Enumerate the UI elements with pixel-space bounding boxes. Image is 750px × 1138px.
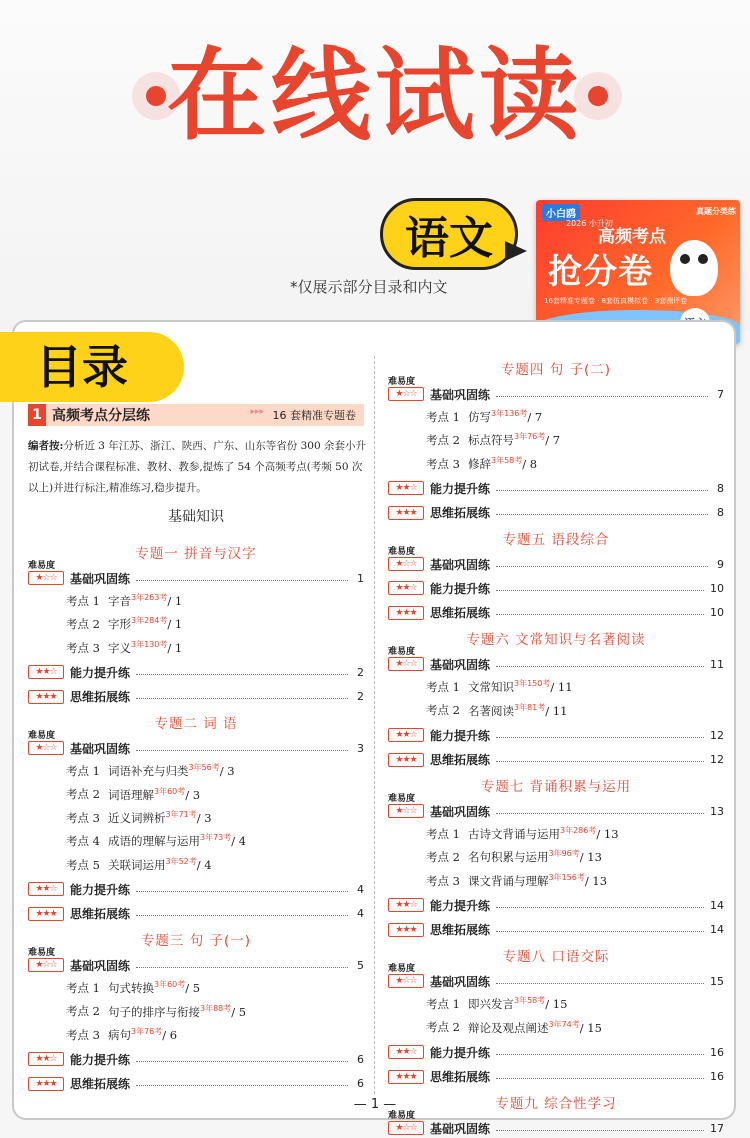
kp-label: 考点 1: [66, 764, 100, 779]
kp-page: / 1: [167, 593, 183, 608]
topic-title: 专题六 文常知识与名著阅读: [466, 632, 646, 649]
toc-row[interactable]: [388, 478, 724, 498]
kp-title: 字义: [108, 640, 131, 655]
kp-label: 考点 2: [426, 1020, 460, 1035]
kp-label: 考点 2: [426, 703, 460, 718]
row-title: 能力提升练: [430, 1045, 491, 1060]
knowledge-point[interactable]: [66, 639, 182, 656]
kp-frequency: 3年263考: [131, 593, 168, 602]
kp-title: 词语理解: [108, 787, 154, 802]
difficulty-stars: ★☆☆: [28, 741, 64, 755]
knowledge-point[interactable]: [66, 592, 182, 609]
kp-page: / 15: [579, 1020, 602, 1035]
toc-row[interactable]: [388, 1042, 724, 1062]
knowledge-point[interactable]: [426, 825, 619, 842]
row-title: 思维拓展练: [430, 1070, 491, 1084]
kp-title: 即兴发言: [468, 997, 514, 1012]
kp-frequency: 3年76考: [131, 1027, 163, 1036]
topic-title: 专题七 背诵积累与运用: [480, 779, 632, 795]
toc-row[interactable]: [28, 955, 364, 975]
leader-dots: [136, 750, 348, 751]
kp-title: 辩论及观点阐述: [468, 1020, 549, 1035]
row-title: 能力提升练: [70, 882, 131, 897]
row-title: 基础巩固练: [70, 571, 131, 586]
kp-label: 考点 5: [66, 857, 100, 872]
kp-frequency: 3年130考: [131, 639, 168, 649]
leader-dots: [496, 490, 708, 491]
row-page: 12: [710, 728, 724, 742]
cover-grade: 2026 小升初: [566, 219, 613, 228]
toc-row[interactable]: [388, 725, 724, 745]
difficulty-stars: ★★★: [28, 907, 64, 921]
toc-row[interactable]: [388, 503, 724, 523]
mascot-icon: [670, 240, 718, 296]
kp-label: 考点 3: [426, 873, 460, 888]
kp-frequency: 3年76考: [514, 432, 546, 442]
row-page: 1: [357, 571, 364, 585]
kp-title: 成语的理解与运用: [108, 834, 200, 849]
difficulty-stars: ★★★: [388, 506, 424, 520]
leader-dots: [496, 514, 708, 515]
kp-label: 考点 3: [66, 810, 100, 825]
leader-dots: [496, 666, 704, 667]
kp-page: / 4: [231, 834, 247, 849]
difficulty-stars: ★★☆: [388, 898, 424, 912]
toc-row[interactable]: [388, 801, 724, 821]
kp-frequency: 3年56考: [188, 763, 220, 773]
toc-row[interactable]: [388, 971, 724, 991]
difficulty-label: 难易度: [28, 561, 56, 571]
kp-page: / 1: [167, 617, 183, 632]
kp-label: 考点 2: [66, 1004, 100, 1019]
topic-title: 专题五 语段综合: [502, 532, 610, 549]
leader-dots: [136, 1061, 348, 1062]
preview-note: *仅展示部分目录和内文: [290, 278, 448, 296]
kp-frequency: 3年60考: [154, 980, 186, 990]
kp-frequency: 3年96考: [548, 849, 580, 859]
kp-frequency: 3年58考: [491, 455, 523, 465]
subsection-title: 基础知识: [168, 509, 224, 525]
section-number: 1: [28, 404, 46, 426]
kp-page: / 1: [167, 640, 183, 655]
kp-label: 考点 1: [66, 981, 100, 996]
difficulty-stars: ★★☆: [28, 1052, 64, 1066]
kp-page: / 6: [162, 1027, 178, 1042]
kp-label: 考点 3: [66, 640, 100, 655]
knowledge-point[interactable]: [426, 408, 542, 425]
toc-row[interactable]: [28, 904, 364, 924]
kp-title: 文常知识: [468, 680, 514, 695]
kp-frequency: 3年150考: [514, 679, 551, 689]
difficulty-stars: ★★☆: [388, 1045, 424, 1059]
kp-title: 字形: [108, 617, 131, 632]
row-title: 基础巩固练: [430, 804, 491, 819]
knowledge-point[interactable]: [66, 786, 200, 803]
leader-dots: [496, 566, 708, 567]
row-title: 能力提升练: [430, 728, 491, 743]
editor-note-label: 编者按:: [28, 440, 64, 452]
arrow-icon: ▸▸▸: [250, 407, 264, 417]
row-title: 基础巩固练: [70, 741, 131, 756]
subject-bubble: 语文: [380, 198, 518, 270]
difficulty-stars: ★★☆: [388, 481, 424, 495]
kp-frequency: 3年136考: [491, 409, 528, 418]
kp-page: / 4: [196, 857, 212, 872]
row-page: 15: [710, 974, 724, 988]
leader-dots: [136, 891, 348, 892]
section-title: 高频考点分层练: [52, 408, 150, 424]
topic-title: 专题二 词 语: [154, 716, 238, 733]
kp-page: / 5: [231, 1004, 247, 1019]
knowledge-point[interactable]: [426, 1019, 602, 1036]
cover-title: 高频考点: [598, 227, 666, 247]
kp-title: 关联词运用: [108, 857, 166, 872]
row-page: 4: [357, 882, 364, 896]
difficulty-stars: ★☆☆: [388, 387, 424, 401]
toc-row[interactable]: [388, 1118, 724, 1138]
difficulty-stars: ★☆☆: [388, 974, 424, 988]
kp-label: 考点 3: [66, 1027, 100, 1042]
kp-page: / 13: [584, 873, 608, 888]
row-title: 思维拓展练: [430, 606, 491, 621]
row-page: 3: [357, 741, 364, 755]
topic-title: 专题八 口语交际: [502, 949, 610, 966]
difficulty-label: 难易度: [388, 794, 416, 804]
kp-label: 考点 1: [426, 826, 460, 841]
cover-tag: 真题分类练: [696, 207, 736, 216]
row-title: 基础巩固练: [430, 1121, 491, 1136]
row-page: 13: [710, 804, 724, 818]
difficulty-stars: ★★★: [388, 923, 424, 937]
row-title: 思维拓展练: [430, 506, 491, 521]
difficulty-stars: ★☆☆: [28, 958, 64, 972]
row-title: 思维拓展练: [70, 690, 131, 705]
leader-dots: [496, 931, 704, 932]
editor-note: [28, 436, 366, 499]
kp-label: 考点 2: [66, 617, 100, 632]
page-number: — 1 —: [353, 1097, 397, 1112]
topic-title: 专题九 综合性学习: [495, 1096, 617, 1112]
kp-title: 古诗文背诵与运用: [468, 826, 560, 841]
cover-title-big: 抢分卷: [548, 252, 653, 292]
knowledge-point[interactable]: [426, 848, 602, 865]
kp-title: 句式转换: [108, 981, 154, 996]
toc-row[interactable]: [388, 1067, 724, 1087]
difficulty-stars: ★★★: [28, 690, 64, 704]
kp-page: / 7: [527, 409, 543, 424]
row-page: 6: [357, 1077, 364, 1091]
knowledge-point[interactable]: [426, 678, 573, 695]
kp-title: 课文背诵与理解: [468, 873, 549, 888]
leader-dots: [496, 1078, 704, 1079]
kp-title: 字音: [108, 593, 131, 608]
leader-dots: [496, 737, 704, 738]
kp-title: 名句积累与运用: [468, 850, 549, 865]
kp-page: / 13: [579, 850, 602, 865]
row-title: 基础巩固练: [70, 958, 131, 973]
kp-page: / 11: [550, 680, 573, 695]
difficulty-stars: ★★★: [388, 606, 424, 620]
cover-brand: 小白鸥: [542, 204, 580, 221]
kp-label: 考点 3: [426, 456, 460, 471]
row-title: 能力提升练: [430, 898, 491, 913]
toc-row[interactable]: [28, 662, 364, 682]
knowledge-point[interactable]: [426, 455, 537, 472]
kp-frequency: 3年284考: [131, 616, 168, 626]
topic-title: 专题三 句 子(一): [140, 933, 252, 950]
knowledge-point[interactable]: [66, 1003, 246, 1020]
toc-row[interactable]: [388, 603, 724, 623]
row-page: 12: [710, 753, 724, 766]
editor-note-text: 分析近 3 年江苏、浙江、陕西、广东、山东等省份 300 余套小升初试卷,并结合课程标准、教材、教参,提炼了 54 个高频考点(考频 50 次以上)并进行标注,精准练习,稳步提升。: [28, 440, 366, 494]
leader-dots: [496, 396, 708, 397]
knowledge-point[interactable]: [66, 615, 182, 632]
knowledge-point[interactable]: [66, 762, 235, 779]
kp-page: / 8: [522, 456, 538, 471]
kp-title: 标点符号: [468, 433, 514, 448]
kp-frequency: 3年58考: [514, 996, 546, 1006]
difficulty-stars: ★☆☆: [388, 1121, 424, 1135]
row-title: 能力提升练: [70, 1052, 131, 1067]
leader-dots: [136, 674, 348, 675]
row-page: 17: [710, 1121, 724, 1135]
page-title: 在线试读: [167, 37, 583, 154]
leader-dots: [136, 915, 348, 916]
difficulty-label: 难易度: [388, 964, 416, 975]
kp-frequency: 3年74考: [548, 1019, 580, 1029]
knowledge-point[interactable]: [426, 995, 567, 1012]
kp-label: 考点 2: [66, 787, 100, 802]
leader-dots: [496, 1130, 704, 1131]
kp-page: / 3: [185, 787, 201, 802]
row-title: 基础巩固练: [430, 657, 491, 672]
kp-frequency: 3年60考: [154, 786, 186, 796]
section-header: [28, 404, 364, 426]
difficulty-label: 难易度: [28, 731, 56, 742]
toc-row[interactable]: [28, 568, 364, 588]
kp-page: / 3: [196, 810, 212, 825]
row-title: 思维拓展练: [430, 923, 491, 938]
difficulty-stars: ★★★: [388, 1070, 424, 1084]
row-page: 14: [710, 923, 724, 937]
kp-page: / 7: [545, 433, 561, 448]
kp-page: / 13: [596, 826, 619, 841]
toc-row[interactable]: [28, 1074, 364, 1094]
leader-dots: [136, 698, 348, 699]
kp-page: / 3: [219, 764, 235, 779]
difficulty-label: 难易度: [28, 948, 56, 959]
toc-row[interactable]: [388, 554, 724, 574]
row-title: 基础巩固练: [430, 557, 491, 572]
knowledge-point[interactable]: [66, 856, 212, 873]
knowledge-point[interactable]: [66, 809, 212, 826]
kp-label: 考点 1: [426, 409, 460, 424]
kp-frequency: 3年52考: [165, 856, 197, 866]
leader-dots: [496, 614, 704, 615]
leader-dots: [496, 1054, 704, 1055]
column-divider: [374, 356, 375, 1094]
kp-title: 词语补充与归类: [108, 764, 189, 779]
knowledge-point[interactable]: [426, 431, 560, 448]
row-title: 思维拓展练: [430, 753, 491, 767]
kp-page: / 15: [545, 997, 568, 1012]
difficulty-stars: ★★☆: [388, 728, 424, 742]
knowledge-point[interactable]: [66, 1026, 177, 1043]
topic-title: 专题四 句 子(二): [500, 362, 612, 378]
toc-row[interactable]: [388, 920, 724, 940]
row-page: 16: [710, 1070, 724, 1083]
leader-dots: [496, 907, 704, 908]
row-title: 能力提升练: [70, 665, 131, 680]
kp-title: 病句: [108, 1027, 131, 1042]
kp-label: 考点 1: [66, 593, 100, 608]
kp-title: 近义词辨析: [108, 810, 166, 825]
difficulty-stars: ★★☆: [28, 882, 64, 896]
topic-title: 专题一 拼音与汉字: [135, 546, 257, 562]
row-page: 6: [357, 1052, 364, 1066]
row-title: 能力提升练: [430, 581, 491, 596]
row-page: 2: [357, 690, 364, 704]
difficulty-stars: ★☆☆: [388, 557, 424, 571]
kp-title: 仿写: [468, 409, 491, 424]
leader-dots: [496, 761, 704, 762]
kp-label: 考点 1: [426, 680, 460, 695]
kp-frequency: 3年73考: [200, 833, 232, 843]
kp-frequency: 3年71考: [165, 810, 197, 819]
knowledge-point[interactable]: [426, 702, 567, 719]
row-title: 能力提升练: [430, 481, 491, 496]
toc-row[interactable]: [28, 687, 364, 707]
kp-title: 修辞: [468, 456, 491, 471]
knowledge-point[interactable]: [426, 872, 607, 889]
kp-title: 句子的排序与衔接: [108, 1004, 200, 1019]
section-subtitle: 16 套精准专题卷: [272, 409, 356, 422]
toc-heading: 目录: [0, 332, 184, 402]
row-page: 14: [710, 898, 724, 912]
leader-dots: [136, 1085, 348, 1086]
row-page: 10: [710, 581, 724, 595]
difficulty-label: 难易度: [388, 647, 416, 658]
difficulty-stars: ★☆☆: [28, 571, 64, 585]
knowledge-point[interactable]: [66, 979, 200, 996]
kp-frequency: 3年81考: [514, 702, 546, 712]
toc-row[interactable]: [388, 384, 724, 404]
kp-frequency: 3年156考: [548, 872, 585, 882]
kp-label: 考点 4: [66, 834, 100, 849]
row-page: 5: [357, 958, 364, 972]
kp-label: 考点 1: [426, 997, 460, 1012]
difficulty-stars: ★☆☆: [388, 657, 424, 671]
kp-label: 考点 2: [426, 850, 460, 865]
toc-row[interactable]: [28, 738, 364, 758]
difficulty-label: 难易度: [388, 377, 416, 387]
kp-page: / 11: [545, 703, 568, 718]
difficulty-stars: ★★★: [388, 753, 424, 767]
row-page: 16: [710, 1045, 724, 1059]
difficulty-stars: ★★☆: [388, 581, 424, 595]
row-page: 7: [717, 387, 724, 401]
row-page: 8: [717, 506, 724, 520]
kp-frequency: 3年88考: [200, 1003, 232, 1013]
leader-dots: [496, 983, 704, 984]
row-title: 基础巩固练: [430, 974, 491, 989]
difficulty-stars: ★☆☆: [388, 804, 424, 818]
row-title: 思维拓展练: [70, 1077, 131, 1092]
row-title: 基础巩固练: [430, 387, 491, 402]
difficulty-stars: ★★★: [28, 1077, 64, 1091]
difficulty-stars: ★★☆: [28, 665, 64, 679]
kp-title: 名著阅读: [468, 703, 514, 718]
row-page: 8: [717, 481, 724, 495]
toc-row[interactable]: [388, 750, 724, 770]
toc-row[interactable]: [28, 1049, 364, 1069]
row-page: 2: [357, 665, 364, 679]
difficulty-label: 难易度: [388, 547, 416, 558]
kp-frequency: 3年286考: [560, 826, 597, 835]
row-page: 10: [710, 606, 724, 620]
toc-row[interactable]: [28, 879, 364, 899]
difficulty-label: 难易度: [388, 1111, 416, 1121]
toc-row[interactable]: [388, 654, 724, 674]
leader-dots: [496, 590, 704, 591]
cover-tagline: 16套精准专题卷 · 8套仿真模拟卷 · 3套测评卷: [544, 297, 688, 305]
row-title: 思维拓展练: [70, 907, 131, 922]
toc-row[interactable]: [388, 895, 724, 915]
toc-row[interactable]: [388, 578, 724, 598]
leader-dots: [136, 580, 348, 581]
row-page: 11: [710, 657, 724, 671]
kp-label: 考点 2: [426, 433, 460, 448]
knowledge-point[interactable]: [66, 832, 246, 849]
row-page: 4: [357, 907, 364, 921]
leader-dots: [136, 967, 348, 968]
kp-page: / 5: [185, 981, 201, 996]
leader-dots: [496, 813, 704, 814]
row-page: 9: [717, 557, 724, 571]
